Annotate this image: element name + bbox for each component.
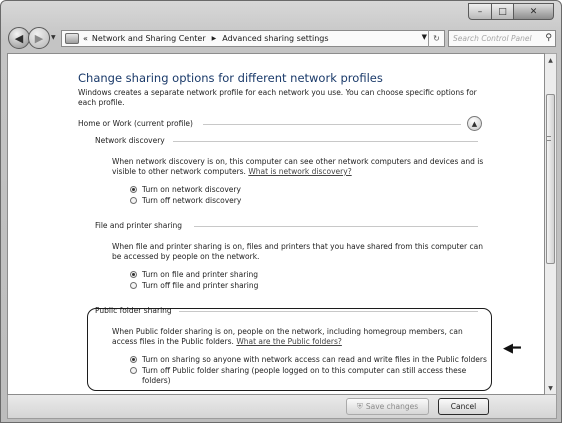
content-pane (7, 53, 545, 395)
radio-network-discovery-on[interactable] (130, 185, 241, 195)
action-bar (7, 395, 557, 419)
radio-label: Turn on file and printer sharing (142, 270, 258, 279)
file-printer-sharing-description: When file and printer sharing is on, files and printers that you have shared from this computer can be accessed by people on the network. (112, 242, 483, 261)
profile-header: Home or Work (current profile) (78, 119, 193, 128)
maximize-button[interactable]: □ (492, 3, 514, 20)
back-arrow-icon: ◀ (14, 31, 24, 45)
chevron-up-icon: ▲ (471, 119, 478, 128)
recent-pages-dropdown-icon[interactable]: ▼ (51, 34, 56, 41)
network-discovery-heading: Network discovery (95, 136, 165, 145)
close-button[interactable]: ✕ (514, 3, 554, 20)
public-folder-sharing-heading: Public folder sharing (95, 306, 172, 315)
highlight-callout-box (87, 308, 492, 391)
divider (203, 124, 461, 125)
radio-network-discovery-off[interactable] (130, 196, 241, 206)
radio-label: Turn on sharing so anyone with network access can read and write files in the Public folders (142, 355, 487, 364)
scroll-down-icon[interactable]: ▼ (548, 384, 553, 392)
breadcrumb-advanced-sharing-settings[interactable]: Advanced sharing settings (222, 34, 329, 43)
file-printer-sharing-heading: File and printer sharing (95, 221, 183, 230)
radio-label: Turn off file and printer sharing (142, 281, 259, 290)
scrollbar-grip-icon (547, 136, 551, 141)
breadcrumb-overflow-chevron[interactable]: « (83, 34, 88, 43)
radio-unselected-icon[interactable] (130, 282, 137, 289)
radio-unselected-icon[interactable] (130, 197, 137, 204)
search-box[interactable] (448, 30, 556, 47)
breadcrumb-network-sharing-center[interactable]: Network and Sharing Center (91, 34, 206, 43)
scrollbar-thumb[interactable] (546, 94, 555, 264)
refresh-icon[interactable]: ↻ (428, 30, 444, 47)
uac-shield-icon: ⛨ (356, 401, 363, 411)
caption-buttons (468, 3, 554, 20)
annotation-arrow-icon: ◀━ (503, 341, 521, 356)
scroll-up-icon[interactable]: ▲ (548, 56, 553, 64)
network-discovery-description: When network discovery is on, this computer can see other network computers and devices and is visible to other network computers. (112, 157, 484, 176)
search-icon[interactable]: ⚲ (545, 33, 552, 43)
page-title: Change sharing options for different network profiles (78, 71, 383, 85)
radio-label: Turn off network discovery (142, 196, 242, 205)
save-changes-button[interactable] (346, 398, 429, 415)
radio-selected-icon[interactable] (130, 271, 137, 278)
network-discovery-text (112, 157, 484, 177)
page-description: Windows creates a separate network profile for each network you use. You can choose specific options for each profile. (78, 88, 477, 107)
save-changes-label: Save changes (365, 402, 419, 411)
collapse-profile-button[interactable] (467, 116, 482, 131)
forward-button[interactable] (28, 27, 50, 49)
radio-label: Turn off Public folder sharing (people logged on to this computer can still access these folders) (142, 366, 467, 385)
radio-selected-icon[interactable] (130, 186, 137, 193)
divider (194, 226, 478, 227)
divider (173, 141, 478, 142)
forward-arrow-icon: ▶ (34, 31, 44, 45)
cancel-button[interactable]: Cancel (438, 398, 489, 415)
breadcrumb-separator-icon[interactable]: ▶ (211, 35, 217, 42)
radio-file-printer-off[interactable] (130, 281, 258, 291)
back-button[interactable] (8, 27, 30, 49)
vertical-scrollbar[interactable] (545, 53, 557, 395)
address-dropdown-icon[interactable]: ▼ (421, 33, 427, 41)
network-discovery-help-link[interactable]: What is network discovery? (248, 167, 352, 176)
public-folder-description: When Public folder sharing is on, people on the network, including homegroup members, can access files in the Public folders. (112, 327, 463, 346)
control-panel-icon (65, 33, 79, 44)
minimize-button[interactable]: – (468, 3, 492, 20)
radio-label: Turn on network discovery (142, 185, 241, 194)
public-folders-help-link[interactable]: What are the Public folders? (236, 337, 342, 346)
address-bar[interactable] (61, 30, 445, 47)
search-input[interactable] (453, 34, 541, 43)
radio-file-printer-on[interactable] (130, 270, 258, 280)
